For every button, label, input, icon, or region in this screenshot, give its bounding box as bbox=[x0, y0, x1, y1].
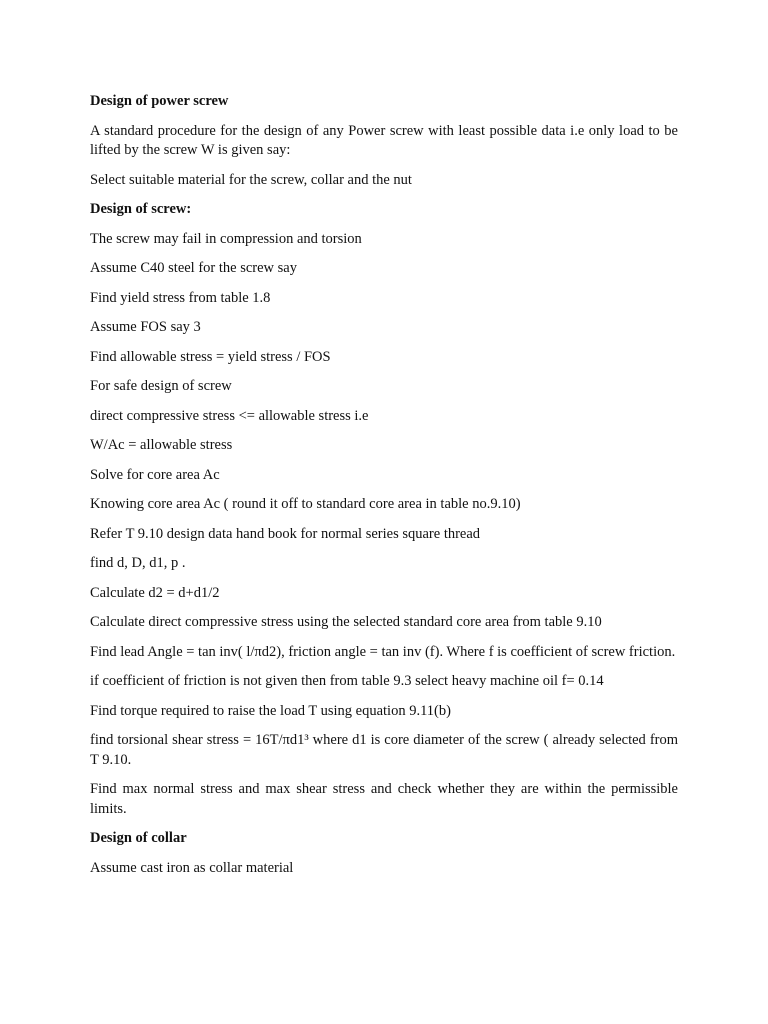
heading-design-of-screw: Design of screw: bbox=[90, 201, 192, 217]
paragraph-allowable-stress: Find allowable stress = yield stress / FOS bbox=[90, 348, 331, 365]
paragraph-select-material: Select suitable material for the screw, collar and the nut bbox=[90, 171, 412, 188]
paragraph-find-dimensions: find d, D, d1, p . bbox=[90, 555, 186, 571]
paragraph-compressive-condition: direct compressive stress <= allowable stress i.e bbox=[90, 407, 369, 424]
paragraph-solve-core-area: Solve for core area Ac bbox=[90, 466, 220, 483]
paragraph-yield-stress: Find yield stress from table 1.8 bbox=[90, 289, 271, 306]
paragraph-lead-angle: Find lead Angle = tan inv( l/πd2), friction angle = tan inv (f). Where f is coefficient of screw friction. bbox=[90, 643, 676, 660]
paragraph-round-core-area: Knowing core area Ac ( round it off to standard core area in table no.9.10) bbox=[90, 496, 521, 512]
paragraph-torque: Find torque required to raise the load T using equation 9.11(b) bbox=[90, 702, 451, 719]
paragraph-friction-coefficient: if coefficient of friction is not given then from table 9.3 select heavy machine oil f= 0.14 bbox=[90, 673, 604, 689]
paragraph-collar-material: Assume cast iron as collar material bbox=[90, 859, 294, 876]
heading-design-of-collar: Design of collar bbox=[90, 830, 187, 846]
heading-design-of-power-screw: Design of power screw bbox=[90, 93, 229, 109]
paragraph-calculate-d2: Calculate d2 = d+d1/2 bbox=[90, 584, 220, 601]
paragraph-assume-fos: Assume FOS say 3 bbox=[90, 319, 201, 335]
document-page bbox=[90, 92, 678, 888]
paragraph-calculate-compressive: Calculate direct compressive stress using the selected standard core area from table 9.10 bbox=[90, 614, 602, 630]
paragraph-safe-design: For safe design of screw bbox=[90, 378, 232, 394]
paragraph-assume-steel: Assume C40 steel for the screw say bbox=[90, 260, 297, 276]
paragraph-refer-table: Refer T 9.10 design data hand book for normal series square thread bbox=[90, 525, 481, 542]
paragraph-check-stresses: Find max normal stress and max shear stress and check whether they are within the permissible limits. bbox=[90, 781, 678, 817]
paragraph-torsional-shear: find torsional shear stress = 16T/πd1³ where d1 is core diameter of the screw ( already selected from T 9.10. bbox=[90, 732, 678, 768]
paragraph-w-ac: W/Ac = allowable stress bbox=[90, 437, 233, 453]
paragraph-failure-mode: The screw may fail in compression and torsion bbox=[90, 230, 362, 247]
paragraph-intro: A standard procedure for the design of any Power screw with least possible data i.e only load to be lifted by the screw W is given say: bbox=[90, 122, 678, 158]
